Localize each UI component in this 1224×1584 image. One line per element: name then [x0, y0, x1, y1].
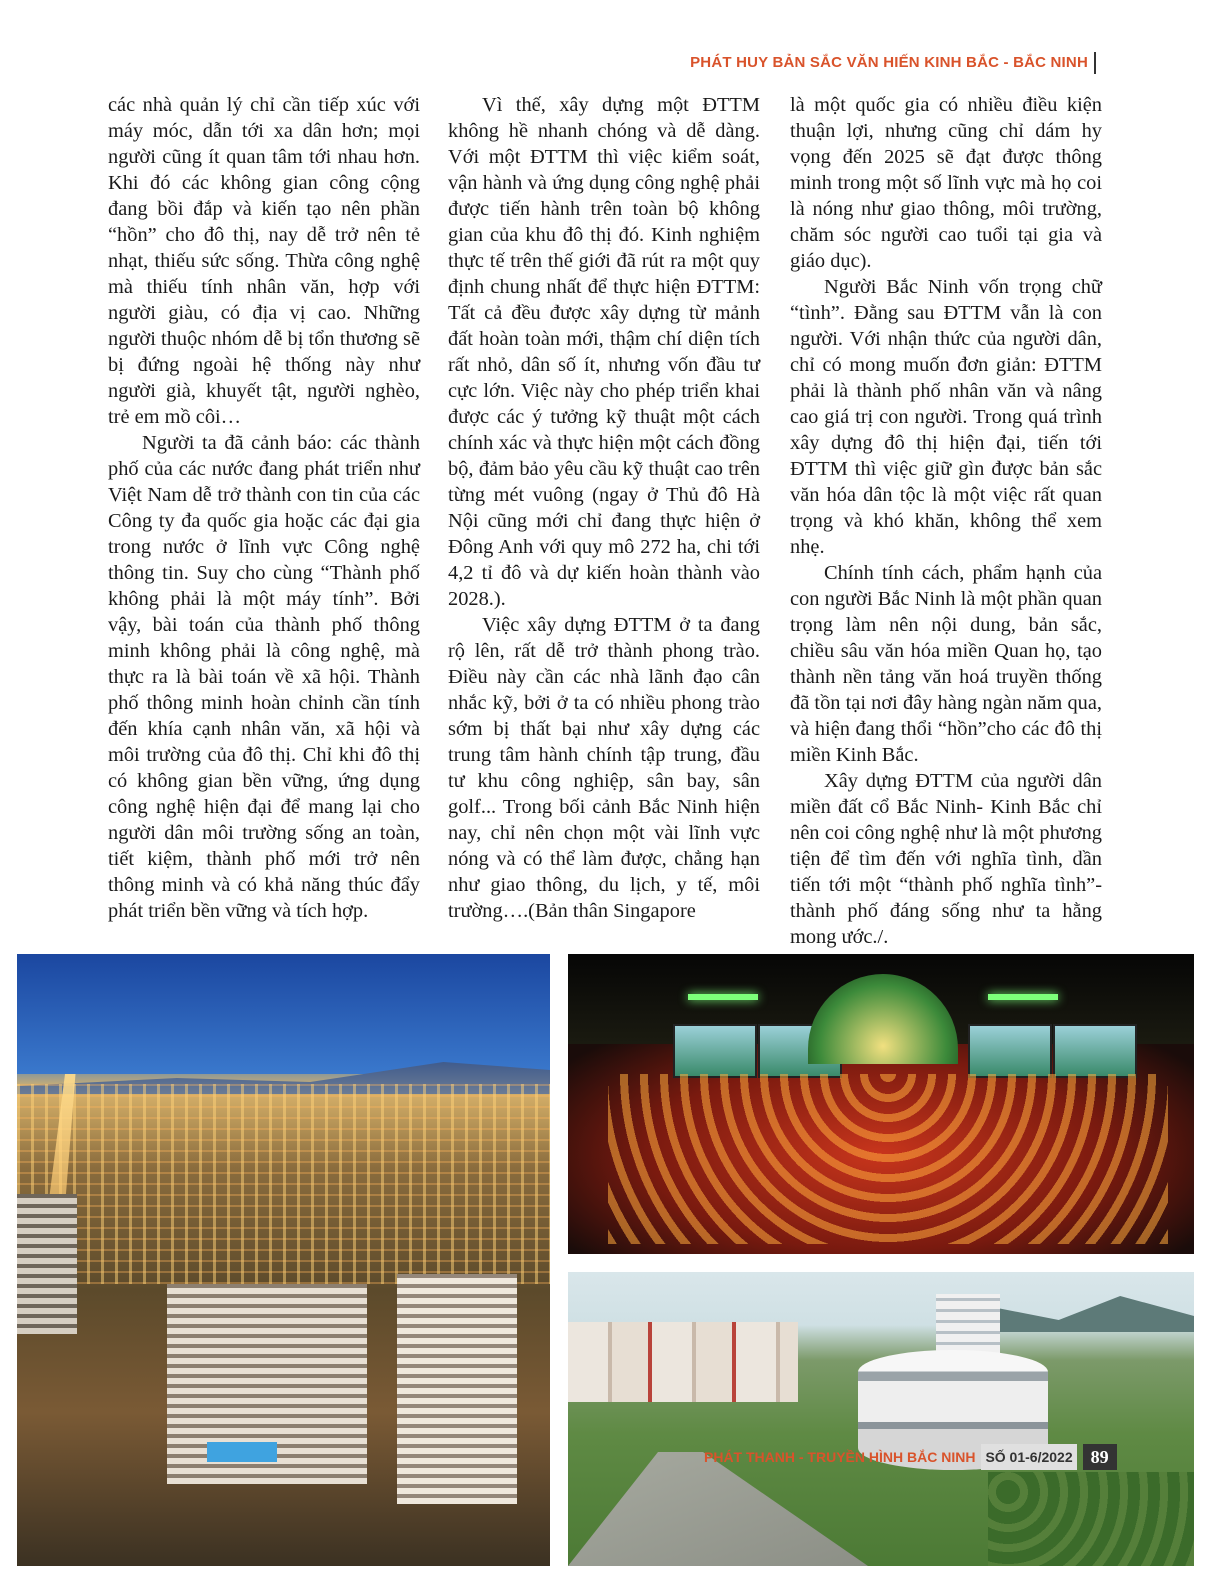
paragraph: Xây dựng ĐTTM của người dân miền đất cổ Bắc Ninh- Kinh Bắc chỉ nên coi công nghệ như là một phương tiện để tìm đến với nghĩa tình, dần tiến tới một “thành phố nghĩa tình”- thành phố đáng sống như ta hằng mong ước./. — [790, 770, 1102, 948]
footer-station: PHÁT THANH - TRUYỀN HÌNH BẮC NINH — [704, 1449, 976, 1465]
paragraph: Vì thế, xây dựng một ĐTTM không hề nhanh chóng và dễ dàng. Với một ĐTTM thì việc kiểm soát, vận hành và ứng dụng công nghệ phải được tiến hành trên toàn bộ không gian của khu đô thị đó. Kinh nghiệm thực tế trên thế giới đã rút ra một quy định chung nhất để thực hiện ĐTTM: Tất cả đều được xây dựng từ mảnh đất hoàn toàn mới, thậm chí diện tích rất nhỏ, dân số ít, nhưng vốn đầu tư cực lớn. Việc này cho phép triển khai được các ý tưởng kỹ thuật một cách chính xác và thực hiện một cách đồng bộ, đảm bảo yêu cầu kỹ thuật cao trên từng mét vuông (ngay ở Thủ đô Hà Nội cũng mới chỉ đang thực hiện ở Đông Anh với quy mô 272 ha, chi tới 4,2 tỉ đô và dự kiến hoàn thành vào 2028.). — [448, 94, 760, 610]
building — [17, 1194, 77, 1334]
building — [397, 1274, 517, 1504]
city-night-photo — [17, 954, 550, 1566]
stage-light — [688, 994, 758, 1000]
footer-issue: SỐ 01-6/2022 — [981, 1444, 1076, 1470]
dancers-crowd — [608, 1074, 1168, 1244]
article-column-3 — [790, 92, 1102, 950]
festival-stage-photo — [568, 954, 1194, 1254]
stage-screen — [968, 1024, 1052, 1078]
city-lights — [17, 1084, 550, 1284]
page-footer — [704, 1444, 1117, 1470]
paragraph: Người Bắc Ninh vốn trọng chữ “tình”. Đằng sau ĐTTM vẫn là con người. Với nhận thức của người dân, chỉ có mong muốn đơn giản: ĐTTM phải là thành phố nhân văn và nâng cao giá trị con người. Trong quá trình xây dựng đô thị hiện đại, tiến tới ĐTTM thì việc giữ gìn được bản sắc văn hóa dân tộc là một việc rất quan trọng và khó khăn, không thể xem nhẹ. — [790, 276, 1102, 558]
paragraph: Chính tính cách, phẩm hạnh của con người Bắc Ninh là một phần quan trọng làm nên nội dung, bản sắc, chiều sâu văn hóa miền Quan họ, tạo thành nền tảng văn hoá truyền thống đã tồn tại nơi đây hàng ngàn năm qua, và hiện đang thổi “hồn”cho các đô thị miền Kinh Bắc. — [790, 562, 1102, 766]
stage-light — [988, 994, 1058, 1000]
paragraph: Người ta đã cảnh báo: các thành phố của các nước đang phát triển như Việt Nam dễ trở thành con tin của các Công ty đa quốc gia hoặc các đại gia trong nước ở lĩnh vực Công nghệ thông tin. Suy cho cùng “Thành phố không phải là một máy tính”. Bởi vậy, bài toán của thành phố thông minh không phải là công nghệ, mà thực ra là bài toán về xã hội. Thành phố thông minh hoàn chỉnh cần tính đến khía cạnh nhân văn, xã hội và môi trường của đô thị. Chỉ khi đô thị có không gian bền vững, ứng dụng công nghệ hiện đại để mang lại cho người dân môi trường sống an toàn, tiết kiệm, thành phố mới trở nên thông minh và có khả năng thúc đẩy phát triển bền vững và tích hợp. — [108, 432, 420, 922]
swimming-pool — [207, 1442, 277, 1462]
page-number: 89 — [1083, 1444, 1117, 1470]
sky — [17, 954, 550, 1074]
trees — [988, 1472, 1194, 1566]
running-head: PHÁT HUY BẢN SẮC VĂN HIẾN KINH BẮC - BẮC NINH — [690, 52, 1096, 74]
article-column-1 — [108, 92, 420, 924]
stage-screen — [1053, 1024, 1137, 1078]
paragraph: là một quốc gia có nhiều điều kiện thuận lợi, nhưng cũng chỉ dám hy vọng đến 2025 sẽ đạt được thông minh trong một số lĩnh vực mà họ coi là nóng như giao thông, môi trường, chăm sóc người cao tuổi tại gia và giáo dục). — [790, 94, 1102, 272]
stage-screen — [673, 1024, 757, 1078]
paragraph: các nhà quản lý chỉ cần tiếp xúc với máy móc, dẫn tới xa dân hơn; mọi người cũng ít quan tâm tới nhau hơn. Khi đó các không gian công cộng đang bồi đắp và kiến tạo nên phần “hồn” cho đô thị, nay dễ trở nên tẻ nhạt, thiếu sức sống. Thừa công nghệ mà thiếu tính nhân văn, hợp với người giàu, có địa vị cao. Những người thuộc nhóm dễ bị tổn thương sẽ bị đứng ngoài hệ thống này như người già, khuyết tật, người nghèo, trẻ em mồ côi… — [108, 94, 420, 428]
paragraph: Việc xây dựng ĐTTM ở ta đang rộ lên, rất dễ trở thành phong trào. Điều này cần các nhà lãnh đạo cân nhắc kỹ, bởi ở ta có nhiều phong trào sớm bị thất bại như xây dựng các trung tâm hành chính tập trung, đầu tư khu công nghiệp, sân bay, sân golf... Trong bối cảnh Bắc Ninh hiện nay, chỉ nên chọn một vài lĩnh vực nóng và có thể làm được, chẳng hạn như giao thông, du lịch, y tế, môi trường….(Bản thân Singapore — [448, 614, 760, 922]
round-building-photo — [568, 1272, 1194, 1566]
buildings-row — [568, 1322, 798, 1402]
article-column-2 — [448, 92, 760, 924]
